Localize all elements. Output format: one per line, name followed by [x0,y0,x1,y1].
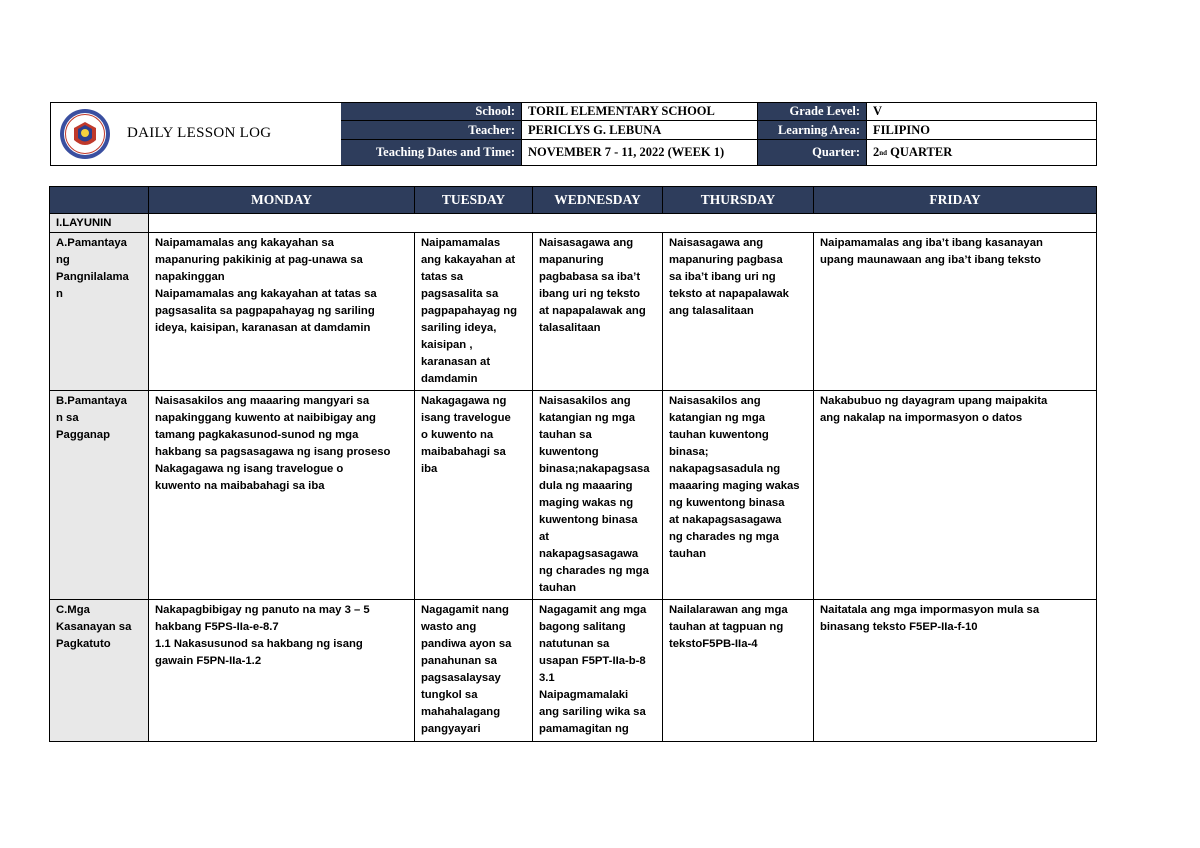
row-label: C.Mga Kasanayan sa Pagkatuto [56,604,132,650]
teacher-value: PERICLYS G. LEBUNA [522,121,758,140]
quarter-number: 2 [873,145,880,159]
teacher-label: Teacher: [341,121,522,140]
row-label: A.Pamantaya ng Pangnilalama n [56,237,129,300]
cell-thursday: Naisasakilos ang katangian ng mga tauhan kuwentong binasa; nakapagsasadula ng maaaring maging wakas ng kuwentong binasa at nakapagsasagawa ng charades ng mga tauhan [669,395,800,560]
corner-header [50,187,149,214]
cell-tuesday: Nakagagawa ng isang travelogue o kuwento na maibabahagi sa iba [421,395,511,475]
header-title-block [51,103,342,165]
cell-friday: Naitatala ang mga impormasyon mula sa binasang teksto F5EP-IIa-f-10 [820,604,1040,633]
deped-seal-icon [59,108,111,160]
lesson-table [49,186,1097,742]
section-row-layunin [50,214,1097,233]
teaching-dates-label: Teaching Dates and Time: [341,140,522,165]
cell-friday: Naipamamalas ang iba’t ibang kasanayan upang maunawaan ang iba’t ibang teksto [820,237,1043,266]
lesson-log-header [50,102,1097,166]
cell-monday: Naipamamalas ang kakayahan sa mapanuring pakikinig at pag-unawa sa napakinggan Naipamamalas ang kakayahan at tatas sa pagsasalita sa pagpapahayag ng sariling ideya, kaisipan, karanasan at damdamin [155,237,377,334]
grade-level-value: V [867,103,1096,121]
table-row [50,600,1097,742]
cell-friday: Nakabubuo ng dayagram upang maipakita ang nakalap na impormasyon o datos [820,395,1048,424]
section-label: I.LAYUNIN [50,214,149,233]
table-row [50,391,1097,600]
day-header-row [50,187,1097,214]
day-header-thursday: THURSDAY [663,187,814,214]
quarter-word: QUARTER [890,145,953,159]
learning-area-label: Learning Area: [758,121,867,140]
quarter-label: Quarter: [758,140,867,165]
cell-tuesday: Naipamamalas ang kakayahan at tatas sa pagsasalita sa pagpapahayag ng sariling ideya, kaisipan , karanasan at damdamin [421,237,518,385]
header-info-grid [341,103,1096,165]
table-row [50,233,1097,391]
day-header-wednesday: WEDNESDAY [533,187,663,214]
cell-wednesday: Naisasakilos ang katangian ng mga tauhan sa kuwentong binasa;nakapagsasa dula ng maaaring maging wakas ng kuwentong binasa at nakapagsasagawa ng charades ng mga tauhan [539,395,650,594]
school-value: TORIL ELEMENTARY SCHOOL [522,103,758,121]
cell-wednesday: Nagagamit ang mga bagong salitang natutunan sa usapan F5PT-IIa-b-8 3.1 Naipagmamalaki ang sariling wika sa pamamagitan ng [539,604,647,735]
cell-monday: Naisasakilos ang maaaring mangyari sa napakinggang kuwento at naibibigay ang tamang pagkakasunod-sunod ng mga hakbang sa pagsasagawa ng isang proseso Nakagagawa ng isang travelogue o kuwento na maibabahagi sa iba [155,395,391,492]
day-header-friday: FRIDAY [814,187,1097,214]
grade-level-label: Grade Level: [758,103,867,121]
cell-wednesday: Naisasagawa ang mapanuring pagbabasa sa iba’t ibang uri ng teksto at napapalawak ang talasalitaan [539,237,646,334]
row-label: B.Pamantaya n sa Pagganap [56,395,127,441]
cell-thursday: Nailalarawan ang mga tauhan at tagpuan ng tekstoF5PB-IIa-4 [669,604,788,650]
day-header-tuesday: TUESDAY [415,187,533,214]
page-title: DAILY LESSON LOG [127,125,272,141]
school-label: School: [341,103,522,121]
cell-thursday: Naisasagawa ang mapanuring pagbasa sa iba’t ibang uri ng teksto at napapalawak ang talasalitaan [669,237,789,317]
learning-area-value: FILIPINO [867,121,1096,140]
day-header-monday: MONDAY [149,187,415,214]
teaching-dates-value: NOVEMBER 7 - 11, 2022 (WEEK 1) [522,140,758,165]
cell-monday: Nakapagbibigay ng panuto na may 3 – 5 hakbang F5PS-IIa-e-8.7 1.1 Nakasusunod sa hakbang ng isang gawain F5PN-IIa-1.2 [155,604,370,667]
cell-tuesday: Nagagamit nang wasto ang pandiwa ayon sa panahunan sa pagsasalaysay tungkol sa mahahalagang pangyayari [421,604,512,735]
section-span-cell [149,214,1097,233]
quarter-value: 2 nd QUARTER [873,145,953,159]
